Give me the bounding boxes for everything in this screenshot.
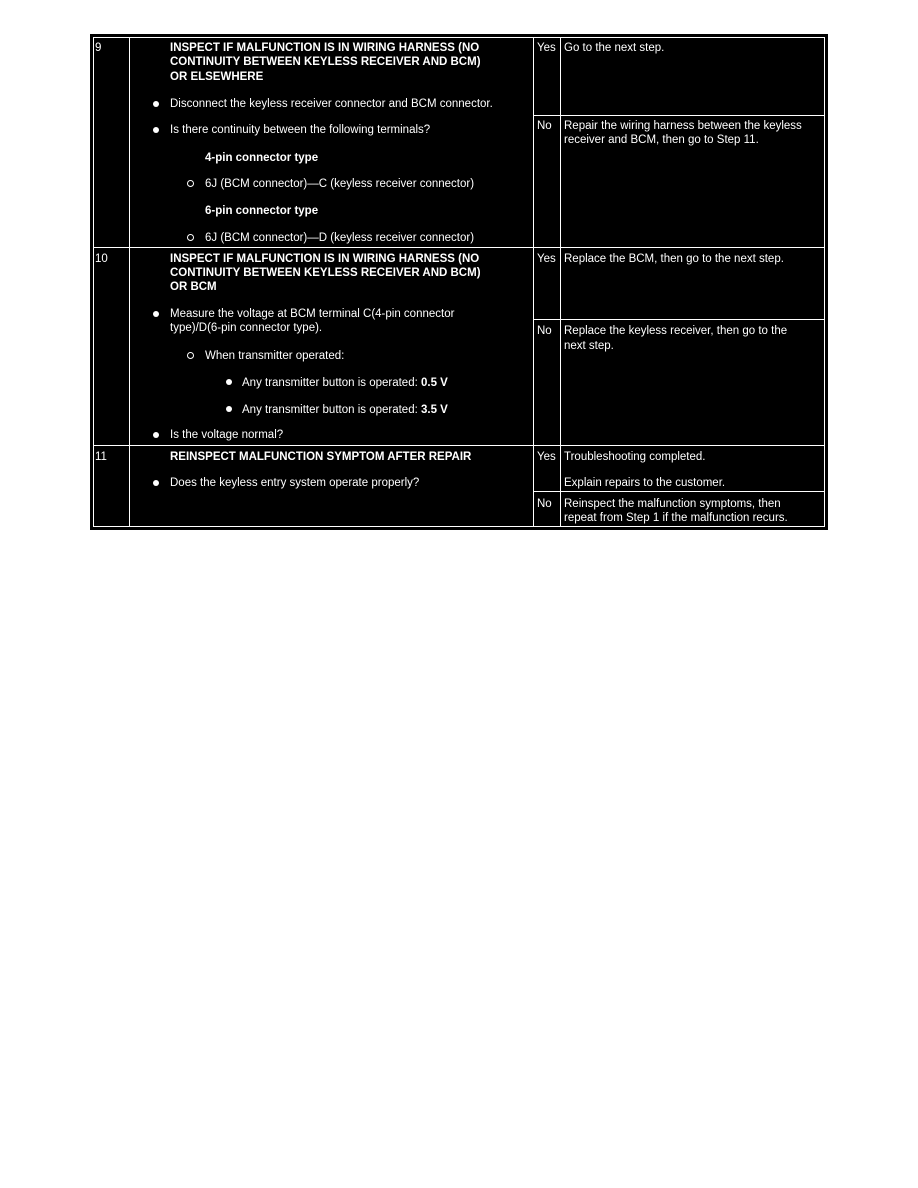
action-text: Explain repairs to the customer. [564, 477, 726, 489]
action-text: Replace the keyless receiver, then go to the [564, 325, 788, 337]
action-text: Reinspect the malfunction symptoms, then [564, 498, 781, 510]
bullet-icon [153, 127, 159, 133]
yes-no-divider-9 [533, 115, 825, 116]
bullet-icon [153, 311, 159, 317]
reading-value: 3.5 V [420, 404, 448, 416]
yes-no-divider-10 [533, 319, 825, 320]
action-text: Replace the BCM, then go to the next step. [564, 253, 784, 265]
bullet-icon [153, 101, 159, 107]
column-divider-result [533, 37, 534, 527]
action-text: repeat from Step 1 if the malfunction recurs. [564, 512, 788, 524]
terminal-pair: 6J (BCM connector)—C (keyless receiver connector) [205, 178, 475, 190]
bullet-icon [226, 406, 232, 412]
step-title-line: OR BCM [170, 281, 217, 293]
step-number: 10 [95, 253, 108, 265]
bullet-icon [153, 480, 159, 486]
sub-heading: 6-pin connector type [205, 205, 319, 217]
instruction-text: type)/D(6-pin connector type). [170, 322, 323, 334]
condition-text: When transmitter operated: [205, 350, 345, 362]
result-yes: Yes [537, 451, 556, 463]
voltage-reading [242, 376, 448, 390]
step-title-line: CONTINUITY BETWEEN KEYLESS RECEIVER AND BCM) [170, 267, 481, 279]
step-number: 11 [95, 451, 107, 463]
result-no: No [537, 325, 552, 337]
column-divider-action [560, 37, 561, 527]
action-text: next step. [564, 340, 614, 352]
step-number: 9 [95, 42, 102, 54]
result-yes: Yes [537, 42, 556, 54]
reading-text: Any transmitter button is operated: [242, 377, 421, 389]
voltage-reading [242, 403, 448, 417]
question-text: Is the voltage normal? [170, 429, 284, 441]
column-divider-step [129, 37, 130, 527]
question-text: Is there continuity between the following terminals? [170, 124, 431, 136]
circle-bullet-icon [187, 180, 194, 187]
action-text: Go to the next step. [564, 42, 665, 54]
sub-heading: 4-pin connector type [205, 152, 319, 164]
question-text: Does the keyless entry system operate properly? [170, 477, 420, 489]
action-text: Repair the wiring harness between the keyless [564, 120, 802, 132]
bullet-icon [226, 379, 232, 385]
yes-no-divider-11 [533, 491, 825, 492]
instruction-text: Measure the voltage at BCM terminal C(4-pin connector [170, 308, 455, 320]
step-title-line: INSPECT IF MALFUNCTION IS IN WIRING HARNESS (NO [170, 253, 480, 265]
instruction-text: Disconnect the keyless receiver connector and BCM connector. [170, 98, 493, 110]
reading-text: Any transmitter button is operated: [242, 404, 421, 416]
step-title-line: REINSPECT MALFUNCTION SYMPTOM AFTER REPAIR [170, 451, 472, 463]
action-text: Troubleshooting completed. [564, 451, 706, 463]
action-text: receiver and BCM, then go to Step 11. [564, 134, 759, 146]
row-divider-10-11 [93, 445, 825, 446]
result-no: No [537, 498, 552, 510]
result-no: No [537, 120, 552, 132]
reading-value: 0.5 V [420, 377, 448, 389]
bullet-icon [153, 432, 159, 438]
step-title-line: OR ELSEWHERE [170, 71, 264, 83]
circle-bullet-icon [187, 234, 194, 241]
result-yes: Yes [537, 253, 556, 265]
terminal-pair: 6J (BCM connector)—D (keyless receiver connector) [205, 232, 475, 244]
row-divider-9-10 [93, 247, 825, 248]
step-title-line: INSPECT IF MALFUNCTION IS IN WIRING HARNESS (NO [170, 42, 480, 54]
step-title-line: CONTINUITY BETWEEN KEYLESS RECEIVER AND BCM) [170, 56, 481, 68]
troubleshooting-table [90, 34, 828, 530]
circle-bullet-icon [187, 352, 194, 359]
